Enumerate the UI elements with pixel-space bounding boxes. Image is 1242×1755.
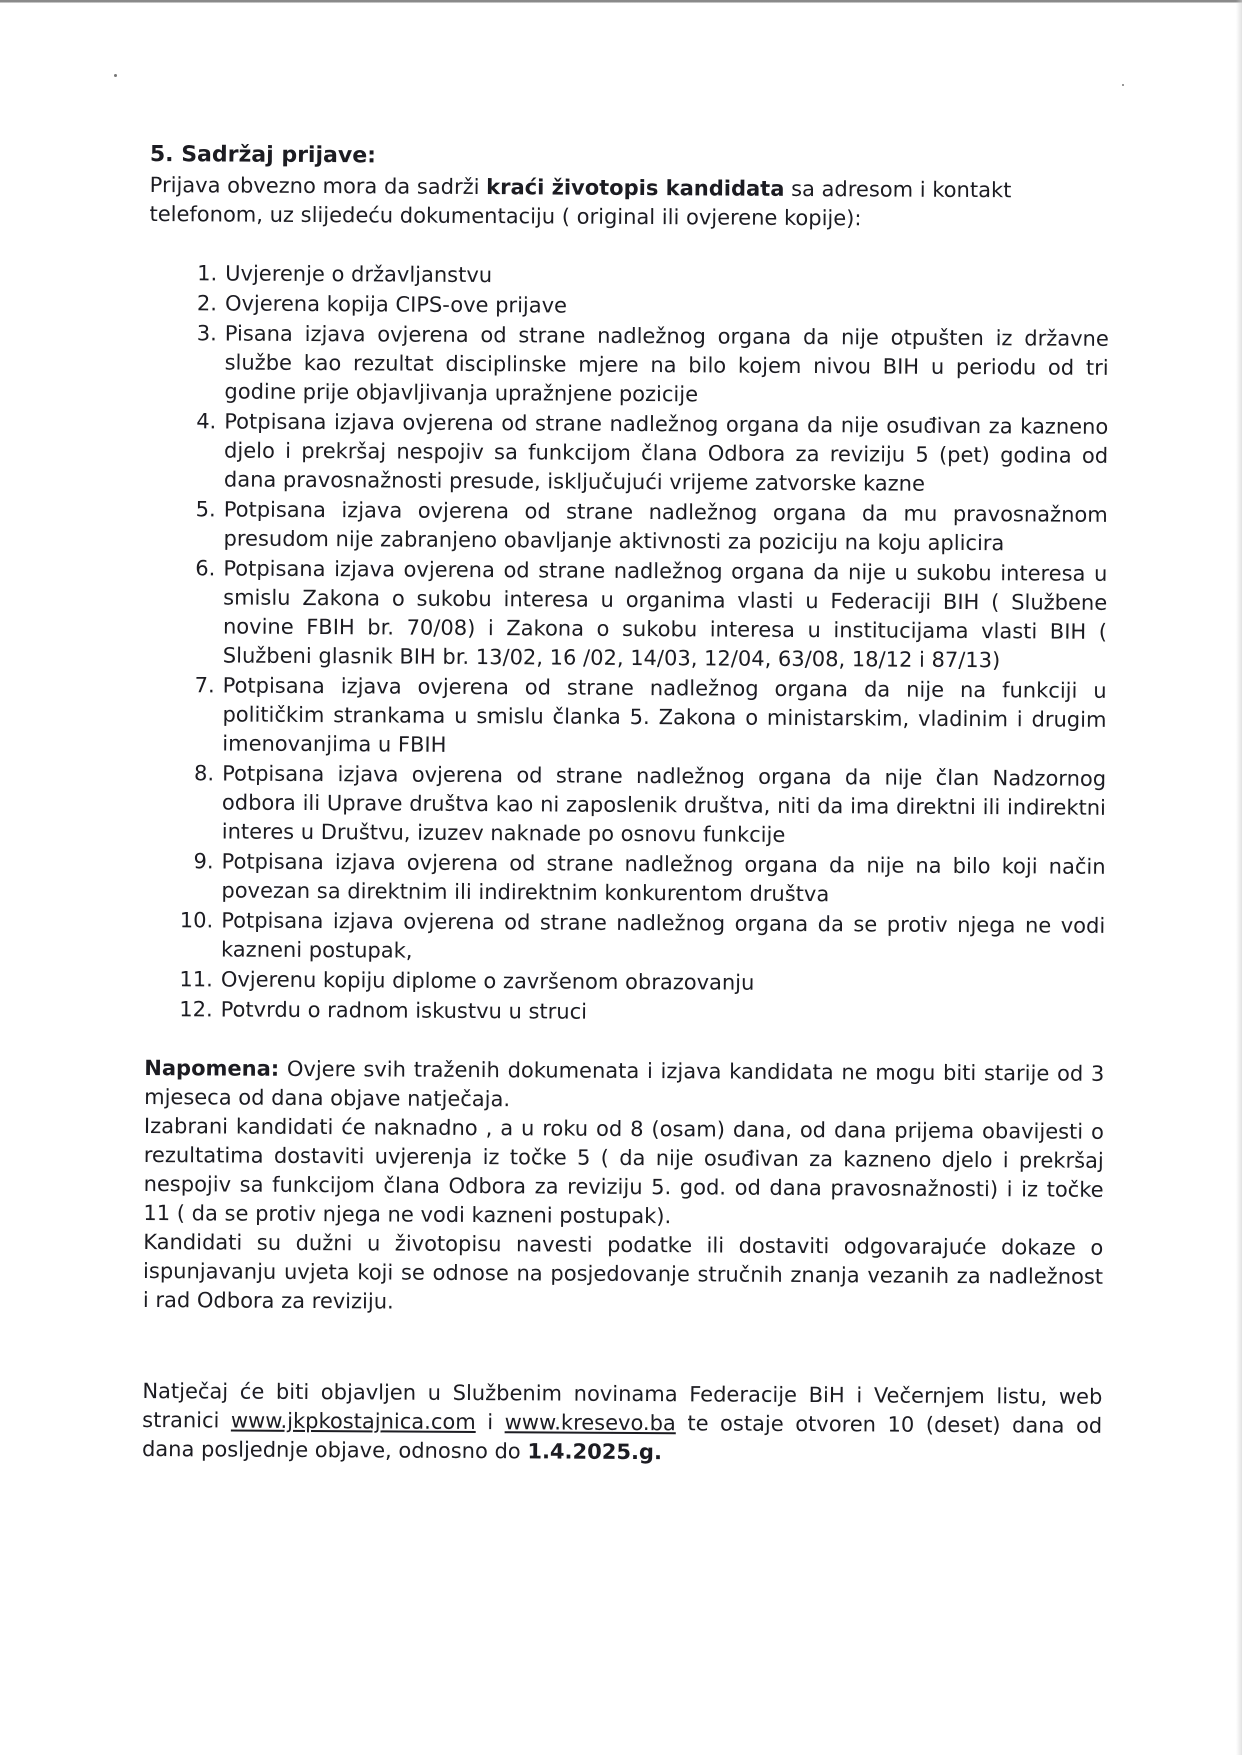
- document-content: [142, 140, 1110, 1470]
- list-item-text: Ovjerena kopija CIPS-ove prijave: [224, 291, 568, 318]
- list-item-number: 8.: [194, 761, 215, 786]
- list-item: [148, 319, 1109, 412]
- list-item-number: 9.: [193, 849, 214, 874]
- list-item-text: Potpisana izjava ovjerena od strane nadležnog organa da nije u sukobu interesa u smislu Zakona o sukobu interesa u organima vlasti u Federaciji BIH ( Službene novine FBIH br. 70/08) i Zakona o sukobu interesa u institucijama vlasti BIH ( Službeni glasnik BIH br. 13/02, 16 /02, 14/03, 12/04, 63/08, 18/12 i 87/13): [222, 556, 1108, 673]
- list-item-number: 12.: [179, 997, 213, 1022]
- closing-deadline-date: 1.4.2025.g.: [527, 1439, 663, 1465]
- note-paragraph: [144, 1054, 1104, 1118]
- list-item-text: Pisana izjava ovjerena od strane nadležnog organa da nije otpušten iz državne službe kao rezultat disciplinske mjere na bilo kojem nivou BIH u periodu od tri godine prije objavljivanja upražnjene pozicije: [224, 321, 1109, 407]
- list-item-number: 3.: [196, 321, 217, 346]
- section-intro: [149, 171, 1109, 235]
- intro-text-before: Prijava obvezno mora da sadrži: [149, 172, 487, 200]
- list-item: [149, 289, 1109, 324]
- list-item: [145, 995, 1105, 1030]
- list-item: [146, 759, 1107, 852]
- list-item-number: 2.: [196, 291, 218, 316]
- list-item: [147, 495, 1107, 559]
- list-item: [148, 407, 1109, 500]
- list-item-number: 5.: [195, 497, 216, 522]
- list-item-number: 6.: [195, 556, 216, 581]
- list-item-text: Potpisana izjava ovjerena od strane nadležnog organa da nije na bilo koji način povezan sa direktnim ili indirektnim konkurentom društva: [221, 849, 1106, 907]
- note-paragraph: Izabrani kandidati će naknadno , a u roku od 8 (osam) dana, od dana prijema obavijesti o rezultatima dostaviti uvjerenja iz točke 5 ( da nije osuđivan za kazneno djelo i prekršaj nespojiv sa funkcijom člana Odbora za reviziju 5. god. od dana pravosnažnosti) i iz točke 11 ( da se protiv njega ne vodi kazneni postupak).: [143, 1113, 1105, 1229]
- closing-paragraph: [142, 1377, 1103, 1470]
- note-text: Ovjere svih traženih dokumenata i izjava kandidata ne mogu biti starije od 3 mjeseca od dana objave natječaja.: [144, 1056, 1105, 1112]
- list-item: [145, 906, 1105, 970]
- list-item-text: Potpisana izjava ovjerena od strane nadležnog organa da se protiv njega ne vodi kazneni postupak,: [220, 908, 1106, 963]
- scan-top-edge: [0, 0, 1242, 14]
- list-item: [147, 554, 1108, 676]
- note-label: Napomena:: [144, 1055, 280, 1081]
- intro-bold-text: kraći životopis kandidata: [486, 175, 785, 201]
- intro-text-after: sa adresom i kontakt telefonom, uz slijedeću dokumentaciju ( original ili ovjerene kopije):: [149, 176, 1012, 231]
- note-paragraph: Kandidati su dužni u životopisu navesti podatke ili dostaviti odgovarajuće dokaze o ispunjavanju uvjeta koji se odnose na posjedovanje stručnih znanja vezanih za nadležnost i rad Odbora za reviziju.: [142, 1229, 1104, 1314]
- list-item-text: Potpisana izjava ovjerena od strane nadležnog organa da nije osuđivan za kazneno djelo i prekršaj nespojiv sa funkcijom člana Odbora za reviziju 5 (pet) godina od dana pravosnažnosti presude, isključujući vrijeme zatvorske kazne: [223, 409, 1109, 496]
- list-item: [149, 259, 1109, 294]
- website-link-jkpkostajnica[interactable]: www.jkpkostajnica.com: [230, 1408, 476, 1435]
- list-item-number: 4.: [196, 409, 217, 434]
- list-item-number: 7.: [194, 673, 215, 698]
- required-documents-list: [145, 259, 1110, 1030]
- scan-speck: [114, 74, 117, 77]
- list-item: [145, 965, 1105, 1000]
- section-heading: 5. Sadržaj prijave:: [149, 141, 377, 169]
- website-link-kresevo[interactable]: www.kresevo.ba: [504, 1410, 676, 1436]
- list-item-text: Potvrdu o radnom iskustvu u struci: [220, 997, 588, 1024]
- list-item-text: Uvjerenje o državljanstvu: [225, 261, 493, 288]
- list-item-number: 10.: [179, 908, 214, 933]
- closing-text-middle: i: [475, 1410, 505, 1435]
- scan-right-edge: [1236, 0, 1242, 1755]
- list-item-number: 11.: [179, 967, 213, 992]
- note-block: [143, 1054, 1105, 1321]
- scan-speck: [1122, 84, 1124, 86]
- list-item-number: 1.: [197, 261, 218, 286]
- closing-text-after: te ostaje otvoren 10 (deset) dana od dana posljednje objave, odnosno do: [141, 1411, 1103, 1464]
- list-item: [146, 671, 1107, 764]
- list-item-text: Potpisana izjava ovjerena od strane nadležnog organa da nije član Nadzornog odbora ili Uprave društva kao ni zaposlenik društva, niti da ima direktni ili indirektni interes u Društvu, izuzev naknade po osnovu funkcije: [221, 761, 1107, 847]
- list-item-text: Potpisana izjava ovjerena od strane nadležnog organa da mu pravosnažnom presudom nije zabranjeno obavljanje aktivnosti za poziciju na koju aplicira: [223, 497, 1108, 556]
- list-item-text: Ovjerenu kopiju diplome o završenom obrazovanju: [220, 967, 755, 995]
- list-item-text: Potpisana izjava ovjerena od strane nadležnog organa da nije na funkciji u političkim strankama u smislu članka 5. Zakona o ministarskim, vladinim i drugim imenovanjima u FBIH: [222, 673, 1107, 757]
- list-item: [145, 847, 1105, 911]
- closing-text-before: Natječaj će biti objavljen u Službenim novinama Federacije BiH i Večernjem listu, web stranici: [142, 1378, 1103, 1433]
